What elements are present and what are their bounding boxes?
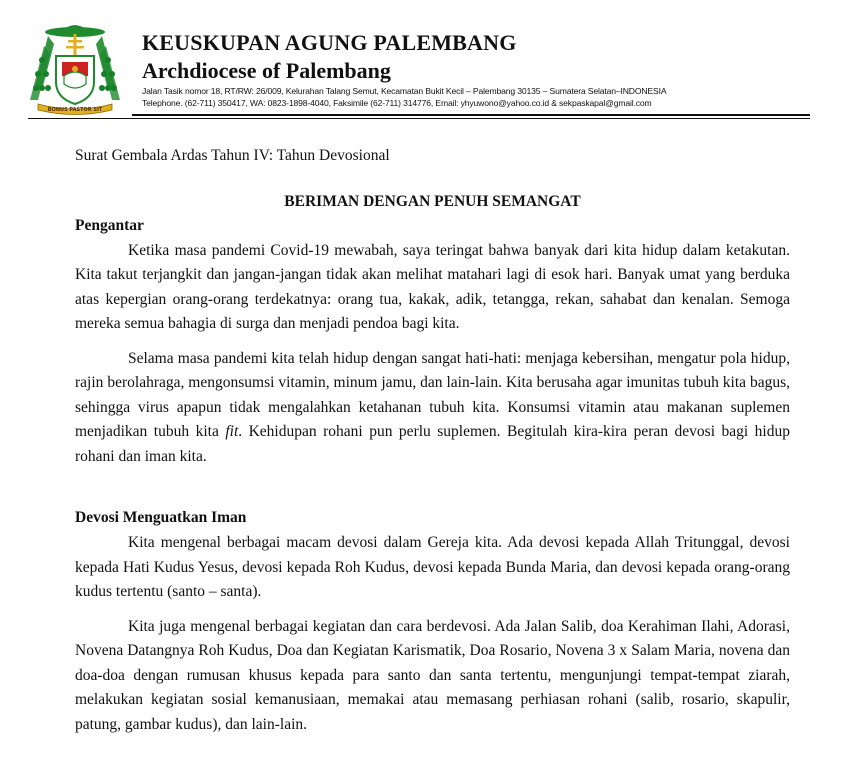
letter-body	[75, 144, 790, 737]
paragraph	[75, 347, 790, 470]
letterhead-rule-thick	[132, 114, 810, 116]
archdiocese-coat-of-arms-logo	[28, 20, 122, 116]
paragraph: Ketika masa pandemi Covid-19 mewabah, saya teringat bahwa banyak dari kita hidup dalam ketakutan. Kita takut terjangkit dan jangan-jangan tidak akan melihat matahari lagi di esok hari. Banyak umat yang berduka atas kepergian orang-orang terdekatnya: orang tua, kakak, adik, tetangga, rekan, sahabat dan kenalan. Semoga mereka semua bahagia di surga dan menjadi pendoa bagi kita.	[75, 241, 790, 332]
organization-name: KEUSKUPAN AGUNG PALEMBANG	[142, 30, 517, 55]
paragraph: Kita juga mengenal berbagai kegiatan dan cara berdevosi. Ada Jalan Salib, doa Kerahiman Ilahi, Adorasi, Novena Datangnya Roh Kudus, Doa dan Kegiatan Karismatik, Doa Rosario, Novena 3 x Salam Maria, novena dan doa-doa dengan rumusan khusus kepada para santo dan santa tertentu, mengunjungi tempat-tempat ziarah, melakukan kegiatan sosial kemanusiaan, memakai atau memasang perhiasan rohani (salib, rosario, skapulir, patung, gambar kudus), dan lain-lain.	[75, 617, 790, 733]
section-heading-devosi: Devosi Menguatkan Iman	[75, 509, 247, 526]
address-line: Jalan Tasik nomor 18, RT/RW: 26/009, Kelurahan Talang Semut, Kecamatan Bukit Kecil – Palembang 30135 – Sumatera Selatan–INDONESIA	[142, 86, 667, 96]
logo-motto-text: BONUS PASTOR SIT	[47, 107, 103, 113]
paragraph: Kita mengenal berbagai macam devosi dalam Gereja kita. Ada devosi kepada Allah Tritunggal, devosi kepada Hati Kudus Yesus, devosi kepada Roh Kudus, devosi kepada Bunda Maria, dan devosi kepada orang-orang kudus tertentu (santo – santa).	[75, 534, 790, 600]
contact-line: Telephone. (62-711) 350417, WA: 0823-1898-4040, Faksimile (62-711) 314776, Email: yhyuwono@yahoo.co.id & sekpaskapal@gmail.com	[142, 98, 652, 108]
letter-title: BERIMAN DENGAN PENUH SEMANGAT	[284, 192, 581, 210]
letterhead	[0, 0, 859, 130]
letter-subtitle: Surat Gembala Ardas Tahun IV: Tahun Devosional	[75, 147, 390, 164]
letterhead-rule-thin	[28, 118, 810, 119]
paragraph-text: . Kehidupan rohani pun perlu suplemen. Begitulah kira-kira peran devosi bagi hidup rohani dan iman kita.	[75, 423, 790, 465]
section-heading-pengantar: Pengantar	[75, 216, 144, 234]
organization-name-english: Archdiocese of Palembang	[142, 58, 391, 83]
italic-word: fit	[225, 423, 239, 440]
paragraph-text: Selama masa pandemi kita telah hidup dengan sangat hati-hati: menjaga kebersihan, mengatur pola hidup, rajin berolahraga, mengonsumsi vitamin, minum jamu, dan lain-lain. Kita berusaha agar imunitas tubuh kita bagus, sehingga virus apapun tidak mengalahkan ketahanan tubuh kita. Konsumsi vitamin atau makanan suplemen menjadikan tubuh kita	[75, 349, 790, 440]
